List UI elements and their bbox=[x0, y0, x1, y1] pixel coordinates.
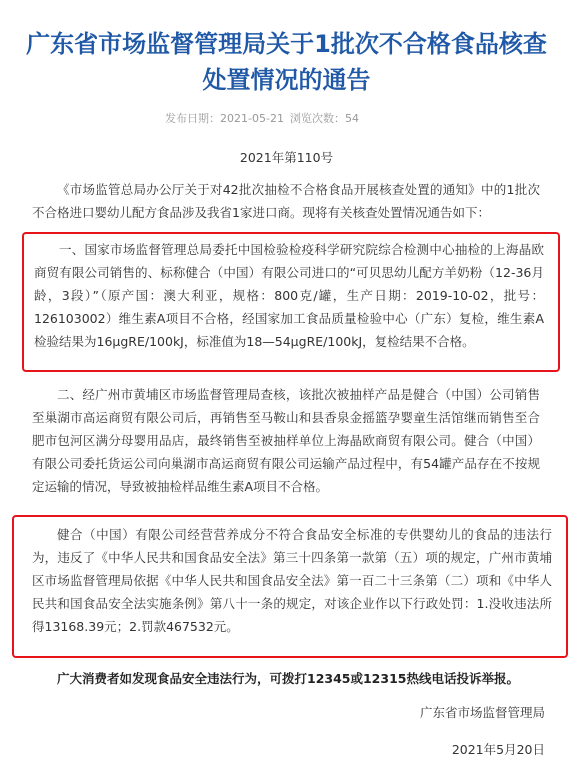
item-two-paragraph: 二、经广州市黄埔区市场监督管理局查核，该批次被抽样产品是健合（中国）公司销售至巢湖市高运商贸有限公司后，再销售至马鞍山和县香泉金摇篮孕婴童生活馆继而销售至合肥市包河区满分母婴用品店，最终销售至被抽样单位上海晶欧商贸有限公司。健合（中国）有限公司委托货运公司向巢湖市高运商贸有限公司运输产品过程中，有54罐产品存在不按规定运输的情况，导致被抽检样品维生素A项目不合格。 bbox=[32, 387, 540, 494]
article-title bbox=[0, 26, 573, 98]
penalty-paragraph: 健合（中国）有限公司经营营养成分不符合食品安全标准的专供婴幼儿的食品的违法行为，违反了《中华人民共和国食品安全法》第三十四条第一款第（五）项的规定，广州市黄埔区市场监督管理局依据《中华人民共和国食品安全法》第一百二十三条第（二）项和《中华人民共和国食品安全法实施条例》第八十一条的规定，对该企业作以下行政处罚：1.没收违法所得13168.39元；2.罚款467532元。 bbox=[32, 527, 552, 634]
signature-date: 2021年5月20日 bbox=[451, 742, 545, 757]
view-count: 浏览次数：54 bbox=[290, 112, 359, 125]
issuer-signature: 广东省市场监督管理局 bbox=[419, 705, 545, 720]
item-one-paragraph: 一、国家市场监督管理总局委托中国检验检疫科学研究院综合检测中心抽检的上海晶欧商贸有限公司销售的、标称健合（中国）有限公司进口的“可贝思幼儿配方羊奶粉（12-36月龄，3段）”（原产国：澳大利亚，规格：800克/罐，生产日期：2019-10-02，批号：126103002）维生素A项目不合格，经国家加工食品质量检验中心（广东）复检，维生素A检验结果为16μgRE/100kJ，标准值为18—54μgRE/100kJ，复检结果不合格。 bbox=[34, 242, 544, 349]
intro-paragraph: 《市场监管总局办公厅关于对42批次抽检不合格食品开展核查处置的通知》中的1批次不合格进口婴幼儿配方食品涉及我省1家进口商。现将有关核查处置情况通告如下： bbox=[32, 182, 540, 220]
highlight-box-item-one bbox=[22, 232, 560, 372]
article-meta bbox=[165, 110, 359, 126]
title-line-1: 广东省市场监督管理局关于1批次不合格食品核查 bbox=[26, 30, 547, 58]
consumer-notice: 广大消费者如发现食品安全违法行为，可拨打12345或12315热线电话投诉举报。 bbox=[57, 671, 519, 686]
publish-date: 发布日期：2021-05-21 bbox=[165, 112, 284, 125]
highlight-box-penalty bbox=[12, 515, 568, 658]
title-line-2: 处置情况的通告 bbox=[202, 66, 371, 94]
document-number: 2021年第110号 bbox=[239, 150, 334, 165]
